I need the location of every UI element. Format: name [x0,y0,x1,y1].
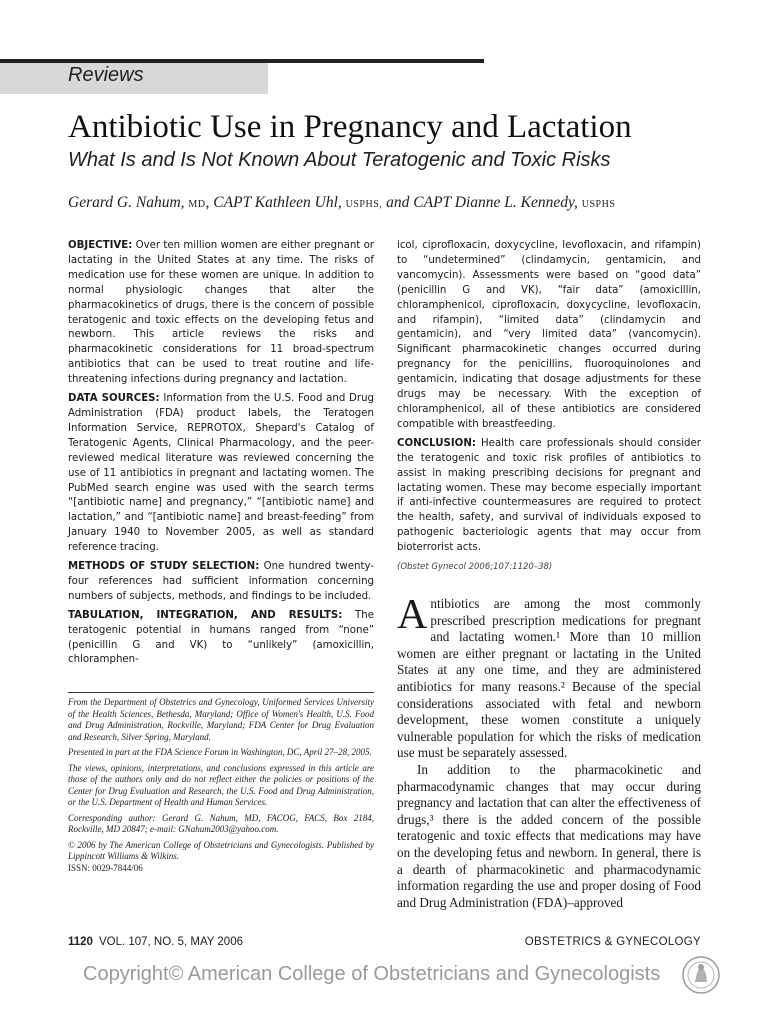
body-paragraph-text: In addition to the pharmacokinetic and pharmacodynamic changes that may occur during pregnancy and lactation that can alter the effectiveness of drugs,³ there is the added concern of the possible teratogenic and toxic effects that medications may have on the developing fetus and newborn. In general, there is a dearth of pharmacokinetic and pharmacodynamic information regarding the use and proper dosing of Food and Drug Administration (FDA)–approved [397,761,701,910]
author-name: CAPT Kathleen Uhl, [213,194,342,211]
footnote-issn: ISSN: 0029-7844/06 [68,862,143,873]
footnotes [68,697,374,878]
footnote-copyright [68,840,374,863]
abstract-conclusion [397,437,701,556]
body-column [397,592,701,911]
abstract-results-continued [397,239,701,433]
footnote-corresponding: Corresponding author: Gerard G. Nahum, MD, FACOG, FACS, Box 2184, Rockville, MD 20847; e-mail: GNahum2003@yahoo.com. [68,812,374,834]
abstract-objective-label: OBJECTIVE: [68,240,133,251]
acog-seal-icon [681,955,721,995]
abstract-methods-text: One hundred twenty-four references had sufficient information concerning numbers of subjects, methods, and findings to be included. [68,561,374,602]
author-separator: , [205,194,214,211]
author-name: Gerard G. Nahum, [68,194,185,211]
issue-info: VOL. 107, NO. 5, MAY 2006 [98,936,243,948]
abstract-conclusion-text: Health care professionals should consider the teratogenic and toxic risk profiles of antibiotics to assist in making prescribing decisions for pregnant and lactating women. These may become especially important if anti-infective countermeasures are required to protect the health, safety, and survival of individuals exposed to pathogenic bacteriologic agents that may occur from bioterrorist acts. [397,437,701,554]
abstract-results-text-part2: icol, ciprofloxacin, doxycycline, levofloxacin, and rifampin) to “undetermined” (clindamycin, gentamicin, and vancomycin). Assessments were based on “good data” (penicillin G and VK), “fair data” (amoxicillin, chloramphenicol, ciprofloxacin, doxycycline, levofloxacin, and rifampin), “limited data” (clindamycin and gentamicin), and “very limited data” (vancomycin). Significant pharmacokinetic changes occurred during pregnancy for the penicillins, fluoroquinolones and gentamicin, indicating that dosage adjustments for these drugs may be necessary. With the exception of chloramphenicol, all of these antibiotics are considered compatible with breastfeeding. [397,240,701,430]
abstract-objective [68,239,374,388]
abstract-results-start [68,609,374,669]
footnote-affiliation: From the Department of Obstetrics and Gynecology, Uniformed Services University of the Health Sciences, Bethesda, Maryland; Office of Women's Health, U.S. Food and Drug Administration, Rockville, Maryland; FDA Center for Drug Evaluation and Research, Silver Spring, Maryland. [68,697,374,742]
abstract-data-sources-label: DATA SOURCES: [68,393,160,405]
abstract-data-sources [68,392,374,556]
abstract-citation [397,560,701,575]
footnote-copyright-text: © 2006 by The American College of Obstetricians and Gynecologists. Published by Lippincott Williams & Wilkins. [68,839,374,861]
author-list [68,192,748,216]
author-credential: USPHS, [345,199,383,210]
abstract-left-column [68,239,374,672]
abstract-results-text-part1: The teratogenic potential in humans ranged from “none” (penicillin G and VK) to “unlikely” (amoxicillin, chloramphen- [68,609,374,666]
abstract-methods [68,560,374,605]
citation-text: (Obstet Gynecol 2006;107:1120–38) [397,562,553,573]
body-paragraph [397,592,701,762]
abstract-data-sources-text: Information from the U.S. Food and Drug Administration (FDA) product labels, the Teratogen Information Service, REPROTOX, Shepard's Catalog of Teratogenic Agents, Clinical Pharmacology, and the peer-reviewed medical literature was reviewed concerning the use of 11 antibiotics in pregnant and lactating women. The PubMed search engine was used with the search terms “[antibiotic name] and pregnancy,” “[antibiotic name] and lactation,” and “[antibiotic name] and breast-feeding” from January 1940 to November 2005, as well as standard reference tracing. [68,393,375,554]
footnote-rule [68,692,374,693]
copyright-watermark: Copyright© American College of Obstetricians and Gynecologists [83,963,661,985]
abstract-objective-text: Over ten million women are either pregnant or lactating in the United States at any time. The risks of medication use for these women are unique. In addition to normal physiologic changes that alter the pharmacokinetics of drugs, there is the concern of possible teratogenic and toxic effects on the developing fetus and newborn. This article reviews the risks and pharmacokinetic considerations for 11 broad-spectrum antibiotics that can be used to treat routine and life-threatening infections during pregnancy and lactation. [68,240,374,386]
author-separator: and [382,194,414,211]
body-paragraph-text: ntibiotics are among the most commonly prescribed prescription medications for pregnant and lactating women.¹ More than 10 million women are either pregnant or lactating in the United States at any one time, and they are administered antibiotics for many reasons.² Because of the special considerations associated with fetal and newborn development, these women constitute a uniquely vulnerable population for which the risks of medication use must be separately assessed. [397,596,701,761]
abstract-conclusion-label: CONCLUSION: [397,437,476,449]
article-title: Antibiotic Use in Pregnancy and Lactation [68,109,632,145]
author-name: CAPT Dianne L. Kennedy, [413,194,578,211]
footnote-presented: Presented in part at the FDA Science Forum in Washington, DC, April 27–28, 2005. [68,747,372,757]
article-subtitle: What Is and Is Not Known About Teratogenic and Toxic Risks [68,149,611,171]
page-number: 1120 [68,936,93,948]
abstract-results-label: TABULATION, INTEGRATION, AND RESULTS: [68,609,343,621]
body-paragraph [397,762,701,911]
drop-cap: A [397,592,428,638]
footnote-disclaimer: The views, opinions, interpretations, and conclusions expressed in this article are those of the authors only and do not reflect either the policies or positions of the Center for Drug Evaluation and Research, the U.S. Food and Drug Administration, or the U.S. Department of Health and Human Services. [68,762,374,807]
section-label: Reviews [68,64,144,86]
author-credential: MD [188,199,206,210]
author-credential: USPHS [581,199,616,210]
journal-name: OBSTETRICS & GYNECOLOGY [524,936,701,948]
footer-left [68,936,243,948]
abstract-methods-label: METHODS OF STUDY SELECTION: [68,561,260,573]
abstract-right-column [397,239,701,579]
